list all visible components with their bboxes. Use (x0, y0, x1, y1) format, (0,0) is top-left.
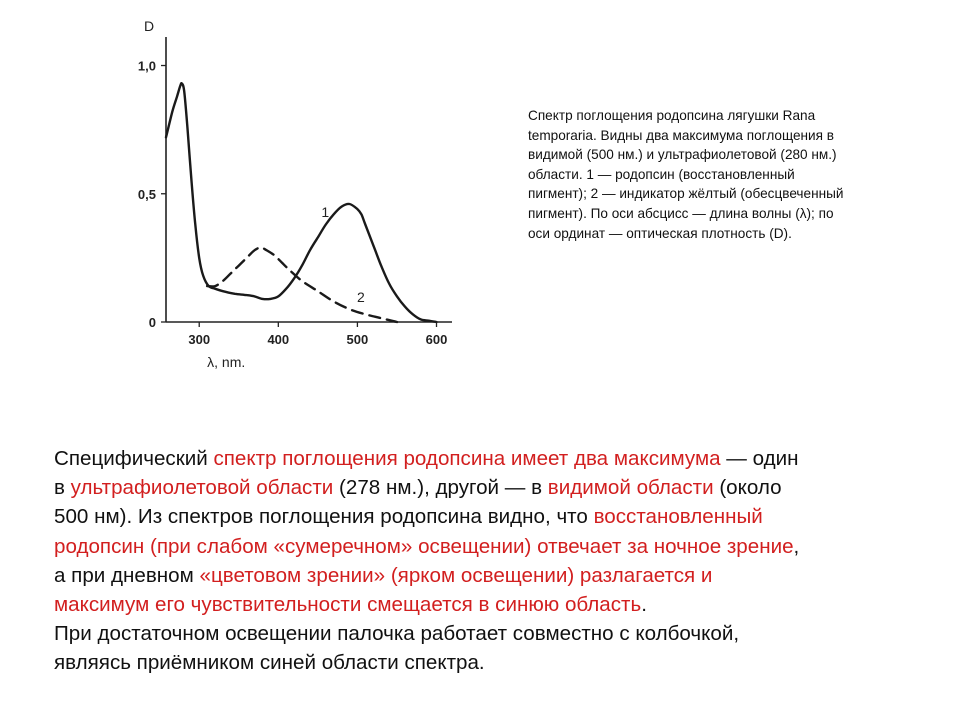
y-tick-label: 0,5 (137, 186, 156, 202)
curve-label-1: 1 (321, 204, 330, 221)
highlighted-text: «цветовом зрении» (ярком освещении) разлагается и (199, 563, 713, 587)
paragraph-line (54, 444, 944, 473)
body-text: — один (720, 447, 799, 470)
x-tick-label: 300 (188, 332, 211, 347)
body-text: в (54, 476, 71, 500)
body-text: Специфический (54, 447, 214, 470)
main-paragraph (54, 444, 944, 678)
x-axis-label: λ, nm. (207, 354, 246, 370)
highlighted-text: восстановленный (593, 505, 763, 529)
y-tick-label: 0 (148, 315, 156, 330)
x-tick-label: 400 (267, 332, 290, 347)
y-tick-label: 1,0 (137, 58, 156, 74)
series-2-curve (207, 248, 397, 322)
chart-axes (144, 18, 452, 370)
chart-curves (166, 83, 437, 322)
body-text: При достаточном освещении палочка работает совместно с колбочкой, (54, 622, 740, 646)
paragraph-line (54, 619, 944, 648)
body-text: (около (713, 476, 782, 500)
body-text: 500 нм). Из спектров поглощения родопсина видно, что (54, 505, 594, 529)
highlighted-text: спектр поглощения родопсина имеет два максимума (213, 447, 721, 470)
body-text: а при дневном (54, 563, 200, 587)
highlighted-text: родопсин (при слабом «сумеречном» освещении) отвечает за ночное зрение (54, 534, 794, 558)
figure-caption: Спектр поглощения родопсина лягушки Rana temporaria. Видны два максимума поглощения в видимой (500 нм.) и ультрафиолетовой (280 нм.) области. 1 — родопсин (восстановленный пигмент); 2 — индикатор жёлтый (обесцвеченный пигмент). По оси абсцисс — длина волны (λ); по оси ординат — оптическая плотность (D). (528, 108, 844, 241)
curve-label-2: 2 (356, 288, 365, 305)
paragraph-line (54, 590, 944, 619)
paragraph-line (54, 473, 944, 502)
body-text: , (793, 534, 800, 558)
highlighted-text: максимум его чувствительности смещается в синюю область (54, 593, 642, 617)
paragraph-line (54, 532, 944, 561)
x-tick-label: 600 (425, 332, 448, 347)
paragraph-line (54, 502, 944, 531)
highlighted-text: видимой области (547, 476, 714, 500)
body-text: (278 нм.), другой — в (333, 476, 548, 500)
chart-annotations (321, 204, 365, 305)
body-text: являясь приёмником синей области спектра. (54, 651, 485, 675)
highlighted-text: ультрафиолетовой области (70, 476, 334, 500)
x-tick-label: 500 (346, 332, 369, 347)
y-axis-label: D (144, 18, 155, 34)
body-text: . (641, 593, 647, 617)
paragraph-line (54, 648, 944, 677)
paragraph-line (54, 561, 944, 590)
